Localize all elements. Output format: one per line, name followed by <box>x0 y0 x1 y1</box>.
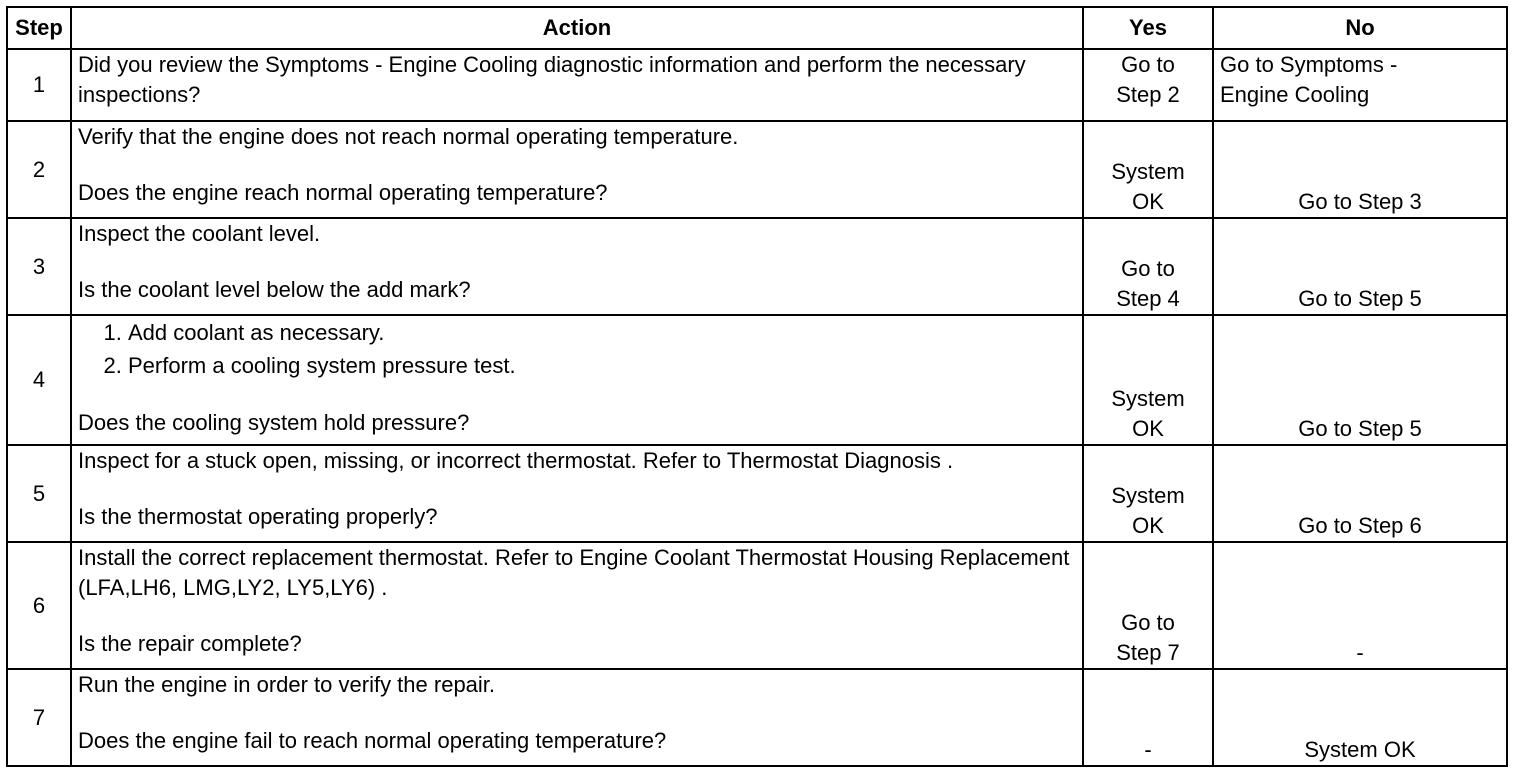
table-row <box>7 49 1507 121</box>
table-row <box>7 121 1507 218</box>
action-text: Run the engine in order to verify the repair. <box>78 672 496 697</box>
no-text: Go to Symptoms - <box>1220 52 1398 77</box>
no-cell <box>1213 218 1507 315</box>
question-text: Does the cooling system hold pressure? <box>78 410 470 435</box>
action-cell <box>71 445 1083 542</box>
step-number: 1 <box>7 49 71 121</box>
no-cell <box>1213 49 1507 121</box>
no-text: System OK <box>1304 737 1416 762</box>
yes-cell <box>1083 218 1213 315</box>
action-text: Inspect for a stuck open, missing, or incorrect thermostat. Refer to Thermostat Diagnosis . <box>78 448 954 473</box>
action-list <box>78 316 1076 382</box>
question-text: Is the repair complete? <box>78 631 302 656</box>
action-cell <box>71 218 1083 315</box>
step-number: 2 <box>7 121 71 218</box>
header-no: No <box>1213 7 1507 49</box>
yes-text: OK <box>1132 416 1164 441</box>
yes-cell <box>1083 445 1213 542</box>
header-row <box>7 7 1507 49</box>
header-action: Action <box>71 7 1083 49</box>
yes-text: System <box>1111 386 1185 411</box>
no-text: Go to Step 6 <box>1298 513 1422 538</box>
header-yes: Yes <box>1083 7 1213 49</box>
step-number: 7 <box>7 669 71 766</box>
yes-text: OK <box>1132 513 1164 538</box>
action-text: Inspect the coolant level. <box>78 221 321 246</box>
yes-text: Step 7 <box>1116 640 1180 665</box>
question-text: Is the thermostat operating properly? <box>78 504 438 529</box>
yes-cell <box>1083 542 1213 669</box>
yes-text: System <box>1111 483 1185 508</box>
yes-text: Step 4 <box>1116 286 1180 311</box>
yes-cell <box>1083 121 1213 218</box>
step-number: 3 <box>7 218 71 315</box>
table-row <box>7 542 1507 669</box>
step-number: 4 <box>7 315 71 445</box>
yes-text: Go to <box>1121 52 1175 77</box>
yes-cell <box>1083 315 1213 445</box>
no-cell <box>1213 315 1507 445</box>
action-cell <box>71 669 1083 766</box>
no-text: Go to Step 3 <box>1298 189 1422 214</box>
no-text: - <box>1356 640 1364 665</box>
no-cell <box>1213 669 1507 766</box>
list-item: 2. Perform a cooling system pressure test. <box>128 349 1076 382</box>
action-text: Install the correct replacement thermostat. Refer to Engine Coolant Thermostat Housing Replacement (LFA,LH6, LMG,LY2, LY5,LY6) . <box>78 545 1070 600</box>
yes-cell <box>1083 49 1213 121</box>
no-text: Go to Step 5 <box>1298 416 1422 441</box>
yes-cell <box>1083 669 1213 766</box>
table-row <box>7 218 1507 315</box>
no-cell <box>1213 121 1507 218</box>
no-text: Engine Cooling <box>1220 82 1370 107</box>
list-item: 1. Add coolant as necessary. <box>128 316 1076 349</box>
question-text: Does the engine reach normal operating temperature? <box>78 180 608 205</box>
diagnostic-table <box>6 6 1508 767</box>
no-cell <box>1213 542 1507 669</box>
action-text: Did you review the Symptoms - Engine Cooling diagnostic information and perform the necessary inspections? <box>78 52 1026 107</box>
yes-text: Go to <box>1121 610 1175 635</box>
step-number: 6 <box>7 542 71 669</box>
table-row <box>7 315 1507 445</box>
yes-text: OK <box>1132 189 1164 214</box>
action-cell <box>71 121 1083 218</box>
action-cell <box>71 49 1083 121</box>
yes-text: Step 2 <box>1116 82 1180 107</box>
table-row <box>7 445 1507 542</box>
yes-text: System <box>1111 159 1185 184</box>
question-text: Is the coolant level below the add mark? <box>78 277 471 302</box>
question-text: Does the engine fail to reach normal operating temperature? <box>78 728 667 753</box>
no-text: Go to Step 5 <box>1298 286 1422 311</box>
action-cell <box>71 542 1083 669</box>
action-cell <box>71 315 1083 445</box>
step-number: 5 <box>7 445 71 542</box>
no-cell <box>1213 445 1507 542</box>
action-text: Verify that the engine does not reach normal operating temperature. <box>78 124 739 149</box>
yes-text: Go to <box>1121 256 1175 281</box>
table-row <box>7 669 1507 766</box>
header-step: Step <box>7 7 71 49</box>
yes-text: - <box>1144 737 1152 762</box>
